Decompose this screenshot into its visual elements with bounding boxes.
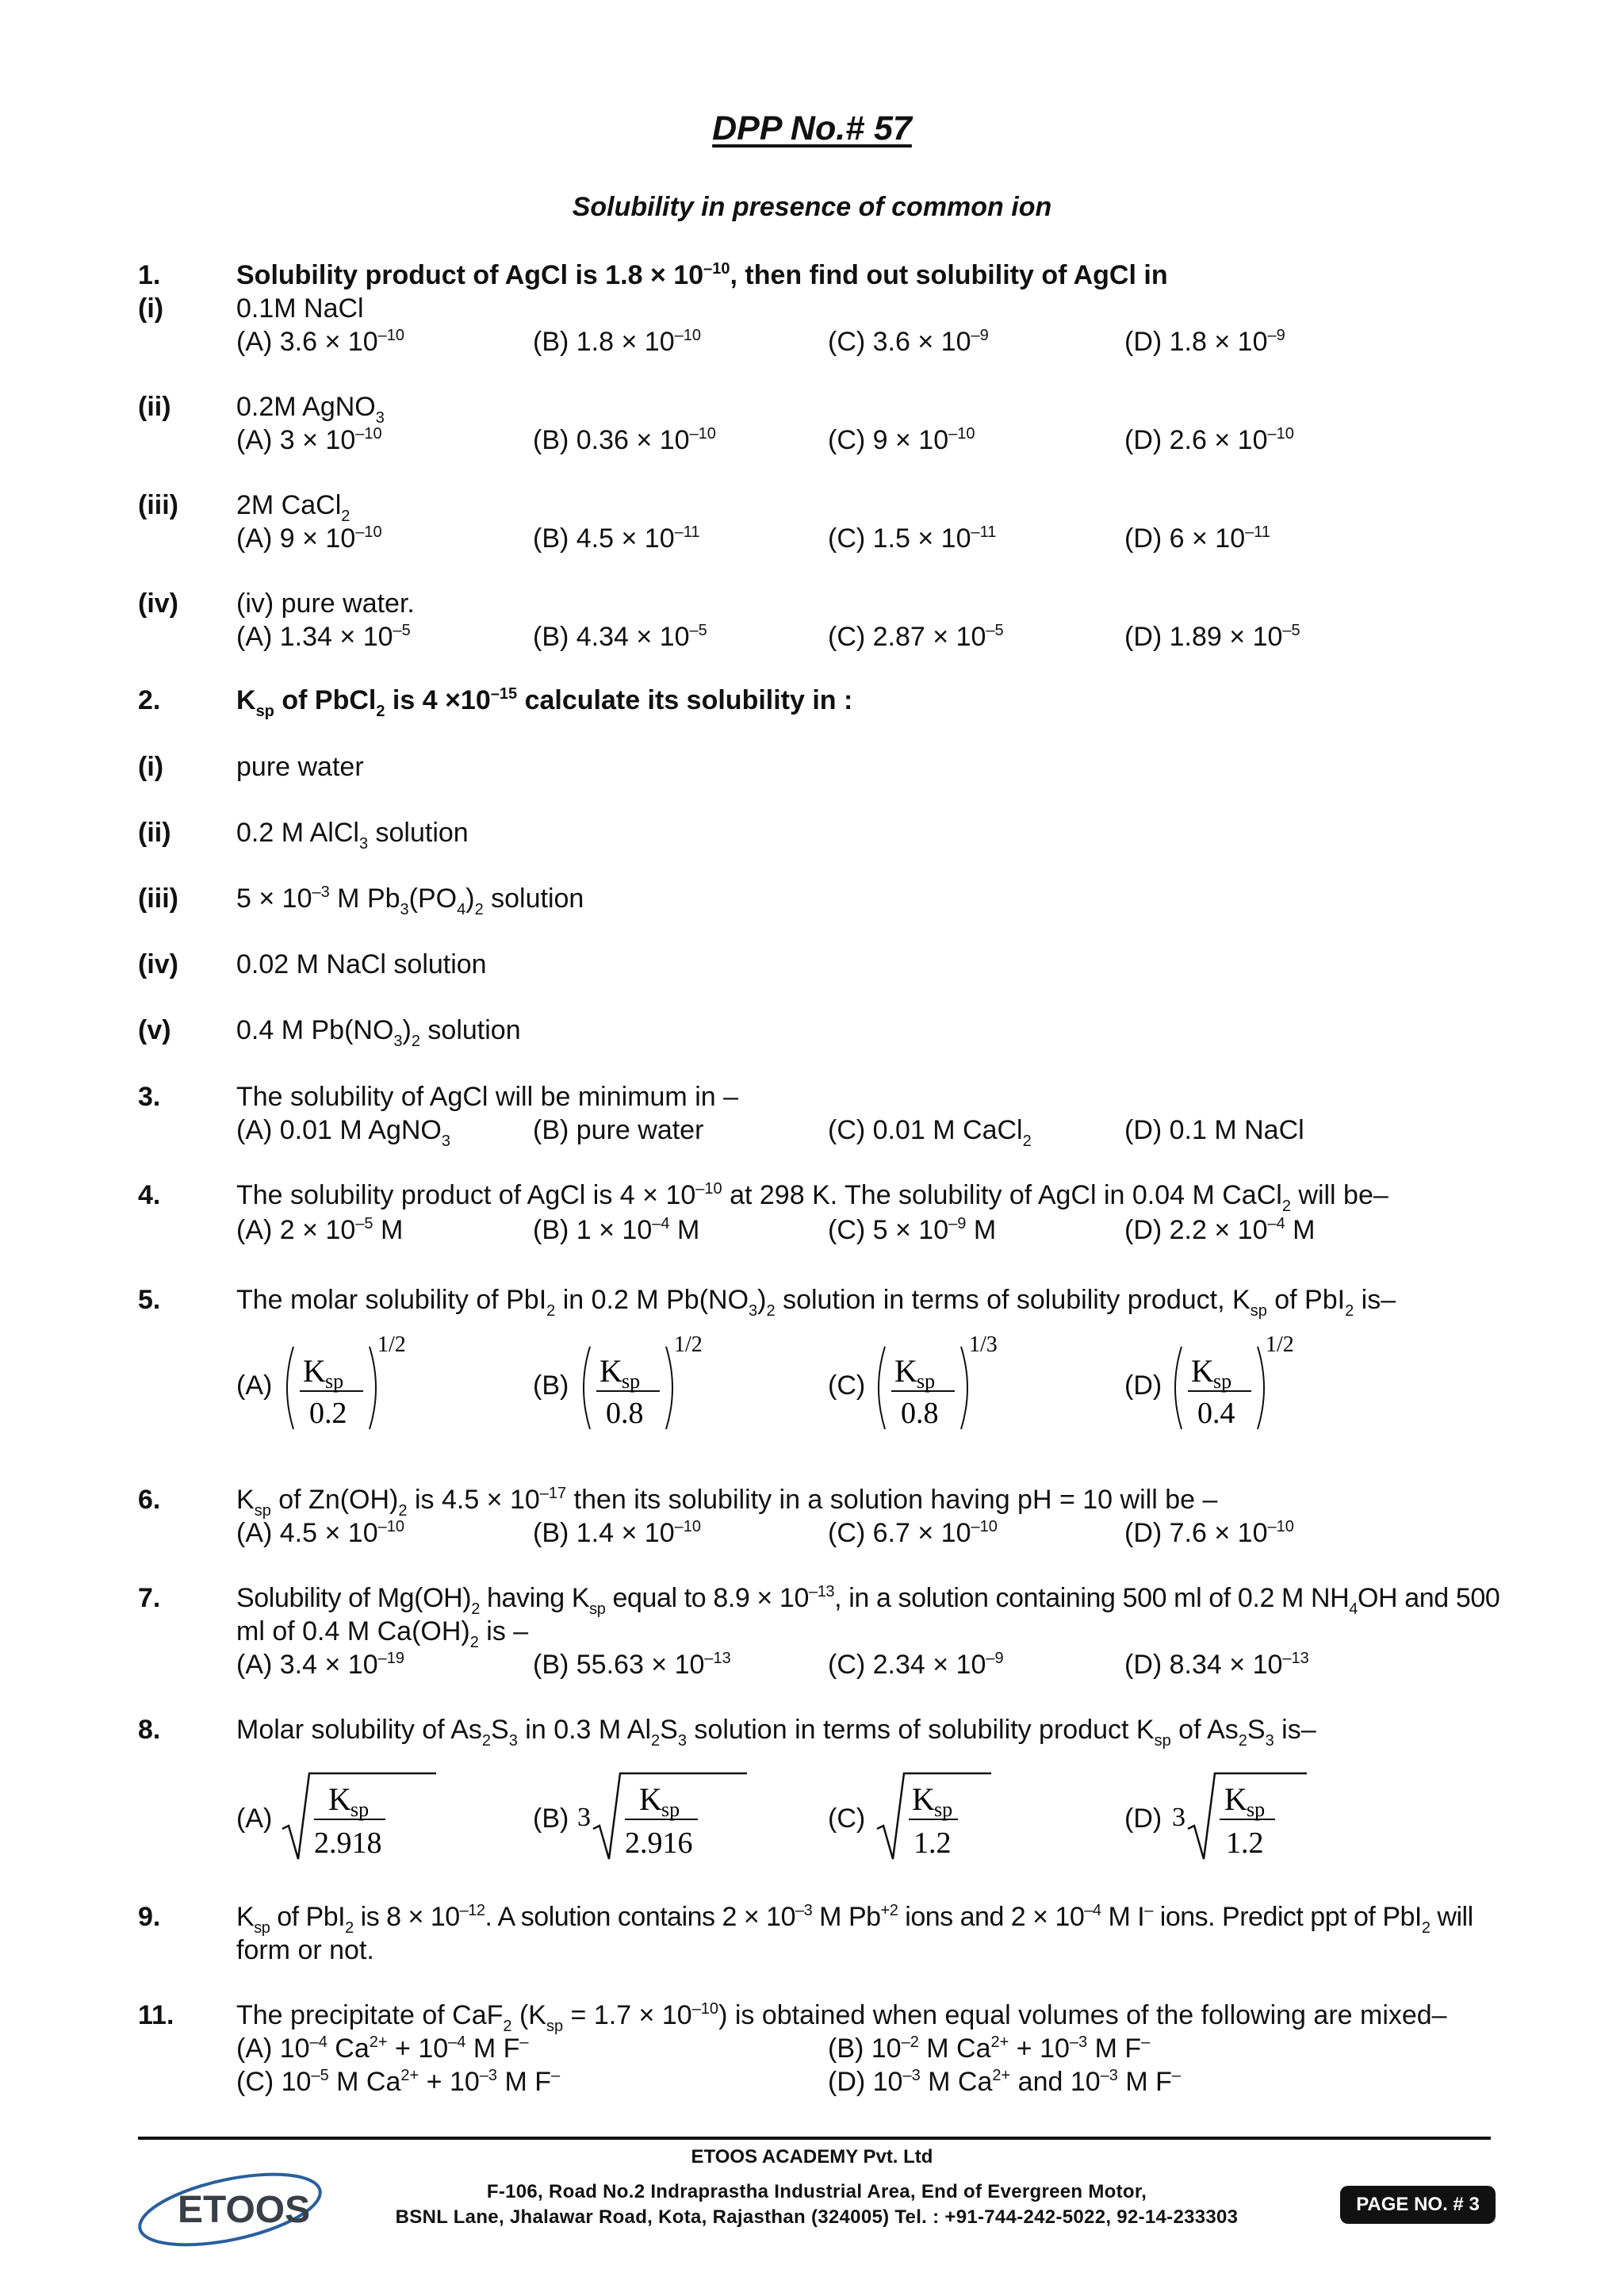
question-6: 6. $K_{sp}$ of $Zn(OH)_2$ is $4.5 \times 10^{-17}$ then its solubility in a solution having pH = 10 will be – xyxy=(138,1485,1218,1520)
q8-option-a: (A) K sp 2.918 xyxy=(236,1762,522,1873)
option-b: (B) $1.8 \times 10^{-10}$ xyxy=(533,327,701,357)
option-d: (D) $6 \times 10^{-11}$ xyxy=(1124,523,1271,554)
question-8: 8. Molar solubility of $As_2S_3$ in 0.3 M $Al_2S_3$ solution in terms of solubility product $K_{sp}$ of $As_2S_3$ is– xyxy=(138,1715,1316,1750)
question-1 xyxy=(0,259,1624,295)
option-b: (B) $4.34 \times 10^{-5}$ xyxy=(533,622,707,652)
q2-part-iii: (iii) $5 \times 10^{-3}$ M $Pb_3(PO_4)_2$ solution xyxy=(138,884,584,918)
svg-text:K: K xyxy=(599,1353,622,1389)
q11-options-row-1 xyxy=(0,2032,1624,2068)
q2-part-i: (i) pure water xyxy=(138,752,364,782)
svg-text:K: K xyxy=(328,1781,351,1817)
q5-option-d: (D) K sp 0.4 1/2 xyxy=(1124,1332,1394,1443)
page-title: DPP No.# 57 xyxy=(712,109,912,148)
option-c: (C) $2.87 \times 10^{-5}$ xyxy=(828,622,1004,652)
svg-text:sp: sp xyxy=(622,1370,641,1393)
question-3: 3. The solubility of AgCl will be minimum in – xyxy=(138,1082,739,1112)
option-c: (C) $2.34 \times 10^{-9}$ xyxy=(828,1650,1004,1680)
question-number: 1. xyxy=(138,260,161,290)
svg-text:K: K xyxy=(303,1353,326,1389)
q3-options xyxy=(0,1114,1624,1150)
option-c: (C) $5 \times 10^{-9}$ M xyxy=(828,1215,997,1245)
radical-formula xyxy=(577,1762,783,1873)
svg-text:3: 3 xyxy=(577,1803,591,1832)
q5-option-a: (A) K sp 0.2 1/2 xyxy=(236,1332,506,1443)
option-d: (D) $1.89 \times 10^{-5}$ xyxy=(1124,622,1300,652)
option-c: (C) $9 \times 10^{-10}$ xyxy=(828,425,975,455)
question-4: 4. The solubility product of AgCl is $4 \times 10^{-10}$ at 298 K. The solubility of AgCl in 0.04 M CaCl$_2$ will be– xyxy=(138,1180,1388,1215)
q5-option-b: (B) K sp 0.8 1/2 xyxy=(533,1332,802,1443)
q1-part-iv: (iv) (iv) pure water. xyxy=(138,588,415,619)
option-d: (D) $2.2 \times 10^{-4}$ M xyxy=(1124,1215,1316,1245)
option-d: (D) 0.1 M NaCl xyxy=(1124,1115,1304,1145)
option-d: (D) $8.34 \times 10^{-13}$ xyxy=(1124,1650,1309,1680)
svg-text:1.2: 1.2 xyxy=(914,1826,952,1860)
option-c: (C) $6.7 \times 10^{-10}$ xyxy=(828,1518,998,1548)
footer-address: F-106, Road No.2 Indraprastha Industrial Area, End of Evergreen Motor, BSNL Lane, Jhalawar Road, Kota, Rajasthan (324005) Tel. : +91-744-242-5022, 92-14-233303 xyxy=(395,2181,1239,2228)
option-a: (A) $3.4 \times 10^{-19}$ xyxy=(236,1650,404,1680)
svg-text:3: 3 xyxy=(1172,1803,1185,1832)
option-b: (B) pure water xyxy=(533,1115,704,1145)
svg-text:0.2: 0.2 xyxy=(309,1397,347,1430)
radical-formula xyxy=(872,1762,1078,1873)
fraction-formula xyxy=(868,1332,1042,1443)
option-a: (A) $10^{-4}$ $Ca^{2+} + 10^{-4}$ M F– xyxy=(236,2033,529,2064)
q1-part-i: (i) 0.1M NaCl xyxy=(138,293,364,324)
radical-formula xyxy=(278,1762,484,1873)
svg-text:0.4: 0.4 xyxy=(1197,1397,1235,1430)
q6-options xyxy=(0,1516,1624,1553)
option-b: (B) $55.63 \times 10^{-13}$ xyxy=(533,1650,731,1680)
option-a: (A) $9 \times 10^{-10}$ xyxy=(236,523,382,554)
footer-divider xyxy=(138,2137,1491,2140)
svg-text:1.2: 1.2 xyxy=(1226,1826,1264,1860)
svg-text:2.916: 2.916 xyxy=(625,1826,693,1860)
q8-option-b: (B) 3 K sp 2.916 xyxy=(533,1762,818,1873)
q4-options xyxy=(0,1213,1624,1250)
footer-company-name: ETOOS ACADEMY Pvt. Ltd xyxy=(691,2146,933,2168)
option-c: (C) $1.5 \times 10^{-11}$ xyxy=(828,523,997,554)
svg-text:0.8: 0.8 xyxy=(606,1397,644,1430)
svg-text:sp: sp xyxy=(1247,1798,1266,1821)
q1-part-iii-options xyxy=(0,522,1624,558)
option-d: (D) $7.6 \times 10^{-10}$ xyxy=(1124,1518,1294,1548)
fraction-formula xyxy=(276,1332,450,1443)
q1-part-ii: (ii) 0.2M AgNO$_3$ xyxy=(138,392,385,427)
fraction-formula xyxy=(573,1332,747,1443)
svg-text:sp: sp xyxy=(917,1370,936,1393)
svg-text:K: K xyxy=(1191,1353,1214,1389)
svg-text:sp: sp xyxy=(661,1798,680,1821)
question-stem: Solubility product of AgCl is $1.8 \times 10^{-10}$, then find out solubility of AgCl in xyxy=(236,260,1168,290)
q1-part-i-options xyxy=(0,325,1624,362)
svg-text:sp: sp xyxy=(934,1798,953,1821)
option-a: (A) 0.01 M AgNO$_3$ xyxy=(236,1115,450,1150)
option-a: (A) $3 \times 10^{-10}$ xyxy=(236,425,382,455)
q1-part-ii-options xyxy=(0,424,1624,460)
question-7-line-2: ml of 0.4 M $Ca(OH)_2$ is – xyxy=(236,1616,529,1651)
q2-part-v: (v) 0.4 M $Pb(NO_3)_2$ solution xyxy=(138,1015,521,1050)
q11-options-row-2 xyxy=(0,2065,1624,2102)
svg-text:2.918: 2.918 xyxy=(314,1826,382,1860)
svg-text:K: K xyxy=(639,1781,662,1817)
option-a: (A) $3.6 \times 10^{-10}$ xyxy=(236,327,404,357)
q2-part-ii: (ii) 0.2 M AlCl$_3$ solution xyxy=(138,818,469,853)
q1-part-iv-options xyxy=(0,620,1624,657)
option-a: (A) $1.34 \times 10^{-5}$ xyxy=(236,622,411,652)
svg-text:ETOOS: ETOOS xyxy=(178,2189,311,2231)
q1-part-iii: (iii) 2M CaCl$_2$ xyxy=(138,490,350,525)
q2-part-iv: (iv) 0.02 M NaCl solution xyxy=(138,949,487,979)
question-5: 5. The molar solubility of PbI$_2$ in 0.2 M $Pb(NO_3)_2$ solution in terms of solubility product, $K_{sp}$ of PbI$_2$ is– xyxy=(138,1285,1396,1320)
radical-formula xyxy=(1172,1762,1378,1873)
option-b: (B) $1 \times 10^{-4}$ M xyxy=(533,1215,700,1245)
question-9-line-2: form or not. xyxy=(236,1935,374,1965)
q7-options xyxy=(0,1648,1624,1685)
svg-text:1/2: 1/2 xyxy=(674,1332,703,1357)
option-d: (D) $2.6 \times 10^{-10}$ xyxy=(1124,425,1294,455)
q5-option-c: (C) K sp 0.8 1/3 xyxy=(828,1332,1097,1443)
page-number-badge: PAGE NO. # 3 xyxy=(1340,2186,1496,2224)
svg-text:1/3: 1/3 xyxy=(969,1332,998,1357)
option-a: (A) $2 \times 10^{-5}$ M xyxy=(236,1215,404,1245)
svg-text:1/2: 1/2 xyxy=(377,1332,406,1357)
q8-option-c: (C) K sp 1.2 xyxy=(828,1762,1113,1873)
question-2: 2. $K_{sp}$ of PbCl$_2$ is $4 \times 10^{-15}$ calculate its solubility in : xyxy=(138,685,853,720)
option-c: (C) $3.6 \times 10^{-9}$ xyxy=(828,327,989,357)
option-b: (B) $4.5 \times 10^{-11}$ xyxy=(533,523,700,554)
option-c: (C) 0.01 M CaCl$_2$ xyxy=(828,1115,1032,1150)
etoos-logo xyxy=(133,2164,339,2251)
option-d: (D) $10^{-3}$ M $Ca^{2+}$ and $10^{-3}$ M F– xyxy=(828,2067,1182,2097)
svg-text:sp: sp xyxy=(1213,1370,1232,1393)
svg-text:sp: sp xyxy=(350,1798,370,1821)
svg-text:K: K xyxy=(1224,1781,1247,1817)
question-11: 11. The precipitate of CaF$_2$ $(K_{sp} = 1.7 \times 10^{-10})$ is obtained when equal volumes of the following are mixed– xyxy=(138,2000,1447,2035)
option-b: (B) $1.4 \times 10^{-10}$ xyxy=(533,1518,701,1548)
option-c: (C) $10^{-5}$ M $Ca^{2+} + 10^{-3}$ M F– xyxy=(236,2067,561,2097)
question-7: 7. Solubility of $Mg(OH)_2$ having $K_{sp}$ equal to $8.9 \times 10^{-13}$, in a solution containing 500 ml of 0.2 M $NH_4OH$ and 500 xyxy=(138,1583,1500,1618)
fraction-formula xyxy=(1164,1332,1339,1443)
svg-text:1/2: 1/2 xyxy=(1266,1332,1294,1357)
q8-option-d: (D) 3 K sp 1.2 xyxy=(1124,1762,1410,1873)
option-b: (B) $0.36 \times 10^{-10}$ xyxy=(533,425,716,455)
question-9: 9. $K_{sp}$ of PbI$_2$ is $8 \times 10^{-12}$. A solution contains $2 \times 10^{-3}$ M $Pb^{+2}$ ions and $2 \times 10^{-4}$ M I– ions. Predict ppt of PbI$_2$ will xyxy=(138,1902,1473,1937)
option-d: (D) $1.8 \times 10^{-9}$ xyxy=(1124,327,1285,357)
page-subtitle: Solubility in presence of common ion xyxy=(572,192,1052,222)
svg-text:sp: sp xyxy=(325,1370,344,1393)
svg-text:K: K xyxy=(894,1353,917,1389)
svg-text:K: K xyxy=(912,1781,935,1817)
svg-text:0.8: 0.8 xyxy=(901,1397,939,1430)
option-b: (B) $10^{-2}$ M $Ca^{2+} + 10^{-3}$ M F– xyxy=(828,2033,1151,2064)
option-a: (A) $4.5 \times 10^{-10}$ xyxy=(236,1518,404,1548)
